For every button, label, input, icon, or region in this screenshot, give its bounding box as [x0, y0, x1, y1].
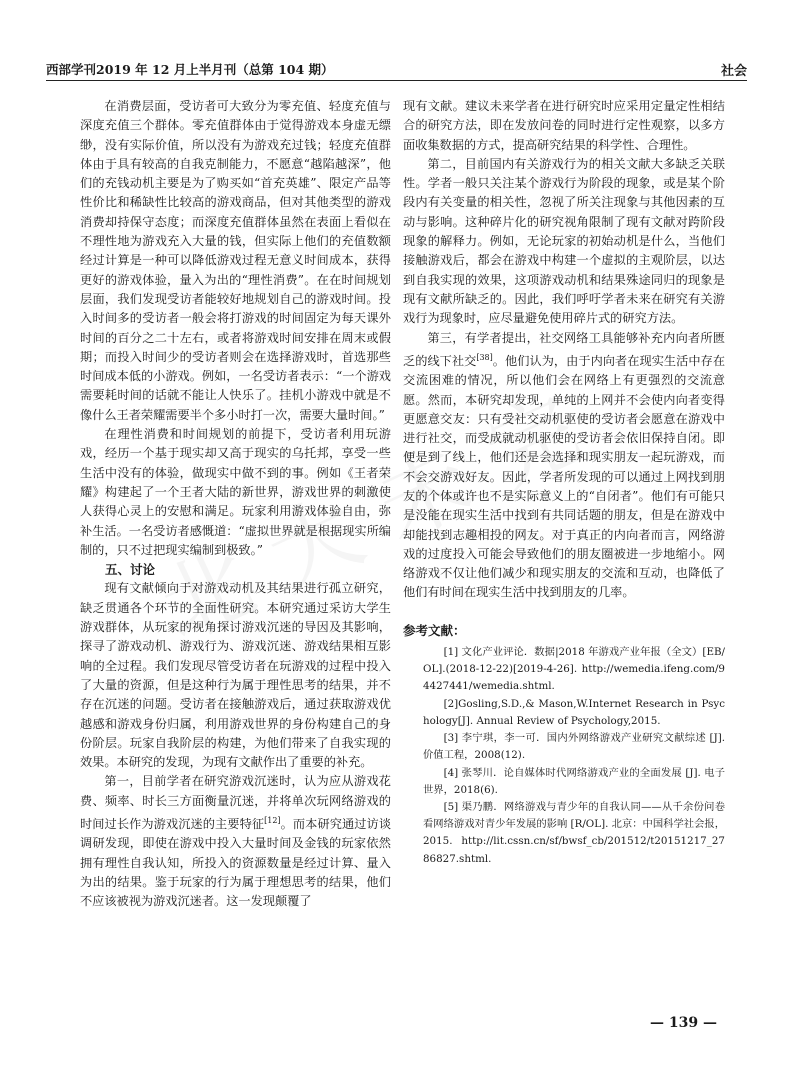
- text-run: 第三，有学者提出，社交网络工具能够补充内向者所匮乏的线下社交: [403, 330, 725, 368]
- paragraph: 在理性消费和时间规划的前提下，受访者利用玩游戏，经历一个基于现实却又高于现实的乌托邦，享受一些生活中没有的体验，做现实中做不到的事。例如《王者荣耀》构建起了一个王者大陆的新世界，游戏世界的刺激使人获得心灵上的安慰和满足。玩家利用游戏体验自由，弥补生活。一名受访者感慨道：“虚拟世界就是根据现实所编制的，只不过把现实编制到极致。”: [80, 427, 391, 557]
- paragraph: 在消费层面，受访者可大致分为零充值、轻度充值与深度充值三个群体。零充值群体由于觉得游戏本身虚无缥缈，没有实际价值，所以没有为游戏充过钱；轻度充值群体由于具有较高的自我克制能力，不愿意“越陷越深”，他们的充钱动机主要是为了购买如“首充英雄”、限定产品等性价比和稀缺性比较高的游戏商品，但对其他类型的游戏消费却持保守态度；而深度充值群体虽然在表面上看似在不理性地为游戏充入大量的钱，但实际上他们的充值数额经过计算是一种可以降低游戏过程无意义时间成本，获得更好的游戏体验，量入为出的“理性消费”。在在时间规划层面，我们发现受访者能较好地规划自己的游戏时间。投入时间多的受访者一般会将打游戏的时间固定为每天课外时间的百分之二十左右，或者将游戏时间安排在周末或假期；而投入时间少的受访者则会在选择游戏时，首选那些时间成本低的小游戏。例如，一名受访者表示：“一个游戏需要耗时间的话就不能让人快乐了。挂机小游戏中就是不像什么王者荣耀需要半个多小时打一次，需要大量时间。”: [80, 99, 391, 422]
- right-column: [403, 97, 725, 868]
- paragraph: [80, 772, 391, 911]
- header-rule: [46, 80, 747, 81]
- section-heading: 五、讨论: [105, 562, 156, 578]
- reference-item: [2]Gosling,S.D.,& Mason,W.Internet Research in Psychology[J]. Annual Review of Psychology,2015.: [423, 697, 725, 727]
- paragraph: 现有文献。建议未来学者在进行研究时应采用定量定性相结合的研究方法，即在发放问卷的同时进行定性观察，以多方面收集数据的方式，提高研究结果的科学性、合理性。: [403, 99, 725, 152]
- journal-name: 西部学刊: [46, 62, 97, 77]
- text-run: 第一，目前学者在研究游戏沉迷时，认为应从游戏花费、频率、时长三方面衡量沉迷，并将单次玩网络游戏的时间过长作为游戏沉迷的主要特征: [80, 774, 391, 832]
- paragraph: [403, 329, 725, 603]
- header-left: [46, 60, 334, 78]
- text-run: 。而本研究通过访谈调研发现，即使在游戏中投入大量时间及金钱的玩家依然拥有理性自我认知，所投入的资源数量是经过计算、量入为出的结果。鉴于玩家的行为属于理想思考的结果，他们不应该被视为游戏沉迷者。这一发现颠覆了: [80, 817, 392, 909]
- citation: [12]: [264, 815, 281, 825]
- section-label: 社会: [720, 64, 747, 79]
- references: [403, 621, 725, 868]
- reference-item: [5] 渠乃鹏．网络游戏与青少年的自我认同——从千余份问卷看网络游戏对青少年发展的影响 [R/OL]. 北京：中国科学社会报，2015. http://lit.cssn.cn/sf/bwsf_cb/201512/t20151217_2786827.shtml.: [423, 800, 725, 865]
- reference-item: [4] 张琴川．论自媒体时代网络游戏产业的全面发展 [J]. 电子世界，2018(6).: [423, 766, 725, 796]
- paragraph: 第二，目前国内有关游戏行为的相关文献大多缺乏关联性。学者一般只关注某个游戏行为阶段的现象，或是某个阶段内有关变量的相关性，忽视了所关注现象与其他因素的互动与影响。这种碎片化的研究视角限制了现有文献对跨阶段现象的解释力。例如，无论玩家的初始动机是什么，当他们接触游戏后，都会在游戏中构建一个虚拟的主观阶层，以达到自我实现的效果，这项游戏动机和结果殊途同归的现象是现有文献所缺乏的。因此，我们呼吁学者未来在研究有关游戏行为现象时，应尽量避免使用碎片式的研究方法。: [403, 156, 725, 326]
- reference-item: [3] 李宁琪，李一可．国内外网络游戏产业研究文献综述 [J]. 价值工程，2008(12).: [423, 732, 725, 762]
- running-header: [46, 58, 747, 80]
- issue-info: 2019 年 12 月上半月刊（总第 104 期）: [96, 62, 334, 77]
- references-title: 参考文献：: [403, 622, 466, 638]
- citation: [38]: [476, 352, 493, 362]
- left-column: [80, 97, 391, 912]
- page-number: — 139 —: [650, 1015, 717, 1031]
- reference-item: [1] 文化产业评论．数据|2018 年游戏产业年报（全文）[EB/OL].(2018-12-22)[2019-4-26]. http://wemedia.ifeng.com/94427441/wemedia.shtml.: [423, 646, 725, 693]
- text-run: 。他们认为，由于内向者在现实生活中存在交流困难的情况，所以他们会在网络上有更强烈的交流意愿。然而，本研究却发现，单纯的上网并不会使内向者变得更愿意交友：只有受社交动机驱使的受访者会愿意在游戏中进行社交，而受成就动机驱使的受访者会依旧保持自闭。即便是到了线上，他们还是会选择和现实朋友一起玩游戏，而不会交游戏好友。因此，学者所发现的可以通过上网找到朋友的个体或许也不是实际意义上的“自闭者”。他们有可能只是没能在现实生活中找到有共同话题的朋友，但是在游戏中却能找到志趣相投的网友。对于真正的内向者而言，网络游戏的过度投入可能会导致他们的朋友圈被进一步地缩小。网络游戏不仅让他们减少和现实朋友的交流和互动，也降低了他们有时间在现实生活中找到朋友的几率。: [403, 353, 726, 600]
- paragraph: 现有文献倾向于对游戏动机及其结果进行孤立研究，缺乏贯通各个环节的全面性研究。本研究通过采访大学生游戏群体，从玩家的视角探讨游戏沉迷的导因及其影响，探寻了游戏动机、游戏行为、游戏沉迷、游戏结果相互影响的全过程。我们发现尽管受访者在玩游戏的过程中投入了大量的资源，但是这种行为属于理性思考的结果，并不存在沉迷的问题。受访者在接触游戏后，通过获取游戏优越感和游戏身份归属，利用游戏世界的身份构建自己的身份阶层。玩家自我阶层的构建，为他们带来了自我实现的效果。本研究的发现，为现有文献作出了重要的补充。: [80, 581, 391, 770]
